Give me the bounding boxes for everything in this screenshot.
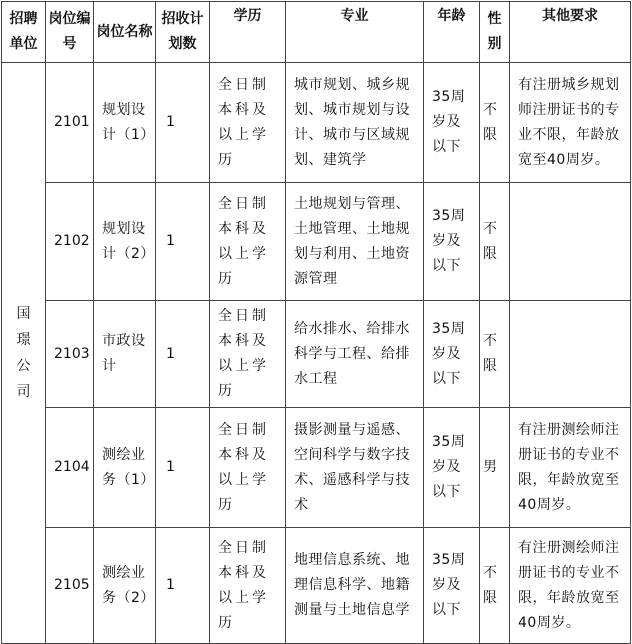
education-cell: 全日制本科及以上学历 xyxy=(210,528,286,644)
header-unit: 招聘单位 xyxy=(2,2,46,63)
header-age: 年龄 xyxy=(424,2,480,63)
table-row xyxy=(2,408,631,528)
age-cell: 35周岁及以下 xyxy=(424,183,480,301)
header-gender: 性别 xyxy=(480,2,510,63)
position-name: 测绘业务（1） xyxy=(94,408,156,528)
major-cell: 城市规划、城乡规划、城市规划与设计、城市与区域规划、建筑学 xyxy=(286,63,424,183)
gender-cell: 不限 xyxy=(480,528,510,644)
gender-cell: 不限 xyxy=(480,63,510,183)
major-cell: 地理信息系统、地理信息科学、地籍测量与土地信息学 xyxy=(286,528,424,644)
plan-count: 1 xyxy=(156,63,210,183)
position-code: 2102 xyxy=(46,183,94,301)
education-cell: 全日制本科及以上学历 xyxy=(210,301,286,408)
header-row xyxy=(2,2,631,63)
table-row xyxy=(2,183,631,301)
other-cell: 有注册测绘师注册证书的专业不限，年龄放宽至40周岁。 xyxy=(510,528,631,644)
position-name: 测绘业务（2） xyxy=(94,528,156,644)
education-cell: 全日制本科及以上学历 xyxy=(210,63,286,183)
position-name: 规划设计（1） xyxy=(94,63,156,183)
major-cell: 土地规划与管理、土地管理、土地规划与利用、土地资源管理 xyxy=(286,183,424,301)
position-code: 2104 xyxy=(46,408,94,528)
age-cell: 35周岁及以下 xyxy=(424,408,480,528)
gender-cell: 不限 xyxy=(480,301,510,408)
age-cell: 35周岁及以下 xyxy=(424,301,480,408)
major-cell: 摄影测量与遥感、空间科学与数字技术、遥感科学与技术 xyxy=(286,408,424,528)
age-cell: 35周岁及以下 xyxy=(424,63,480,183)
recruitment-table xyxy=(1,1,631,644)
plan-count: 1 xyxy=(156,301,210,408)
table-row xyxy=(2,63,631,183)
other-cell: 有注册测绘师注册证书的专业不限，年龄放宽至40周岁。 xyxy=(510,408,631,528)
position-code: 2105 xyxy=(46,528,94,644)
header-name: 岗位名称 xyxy=(94,2,156,63)
table-row xyxy=(2,528,631,644)
gender-cell: 男 xyxy=(480,408,510,528)
header-other: 其他要求 xyxy=(510,2,631,63)
major-cell: 给水排水、给排水科学与工程、给排水工程 xyxy=(286,301,424,408)
other-cell: 有注册城乡规划师注册证书的专业不限，年龄放宽至40周岁。 xyxy=(510,63,631,183)
plan-count: 1 xyxy=(156,183,210,301)
other-cell xyxy=(510,183,631,301)
unit-cell: 国璟公司 xyxy=(2,63,46,644)
position-name: 规划设计（2） xyxy=(94,183,156,301)
education-cell: 全日制本科及以上学历 xyxy=(210,183,286,301)
gender-cell: 不限 xyxy=(480,183,510,301)
other-cell xyxy=(510,301,631,408)
table-row xyxy=(2,301,631,408)
header-major: 专业 xyxy=(286,2,424,63)
header-plan: 招收计划数 xyxy=(156,2,210,63)
position-name: 市政设计 xyxy=(94,301,156,408)
position-code: 2103 xyxy=(46,301,94,408)
header-education: 学历 xyxy=(210,2,286,63)
education-cell: 全日制本科及以上学历 xyxy=(210,408,286,528)
plan-count: 1 xyxy=(156,408,210,528)
header-code: 岗位编号 xyxy=(46,2,94,63)
plan-count: 1 xyxy=(156,528,210,644)
position-code: 2101 xyxy=(46,63,94,183)
age-cell: 35周岁及以下 xyxy=(424,528,480,644)
